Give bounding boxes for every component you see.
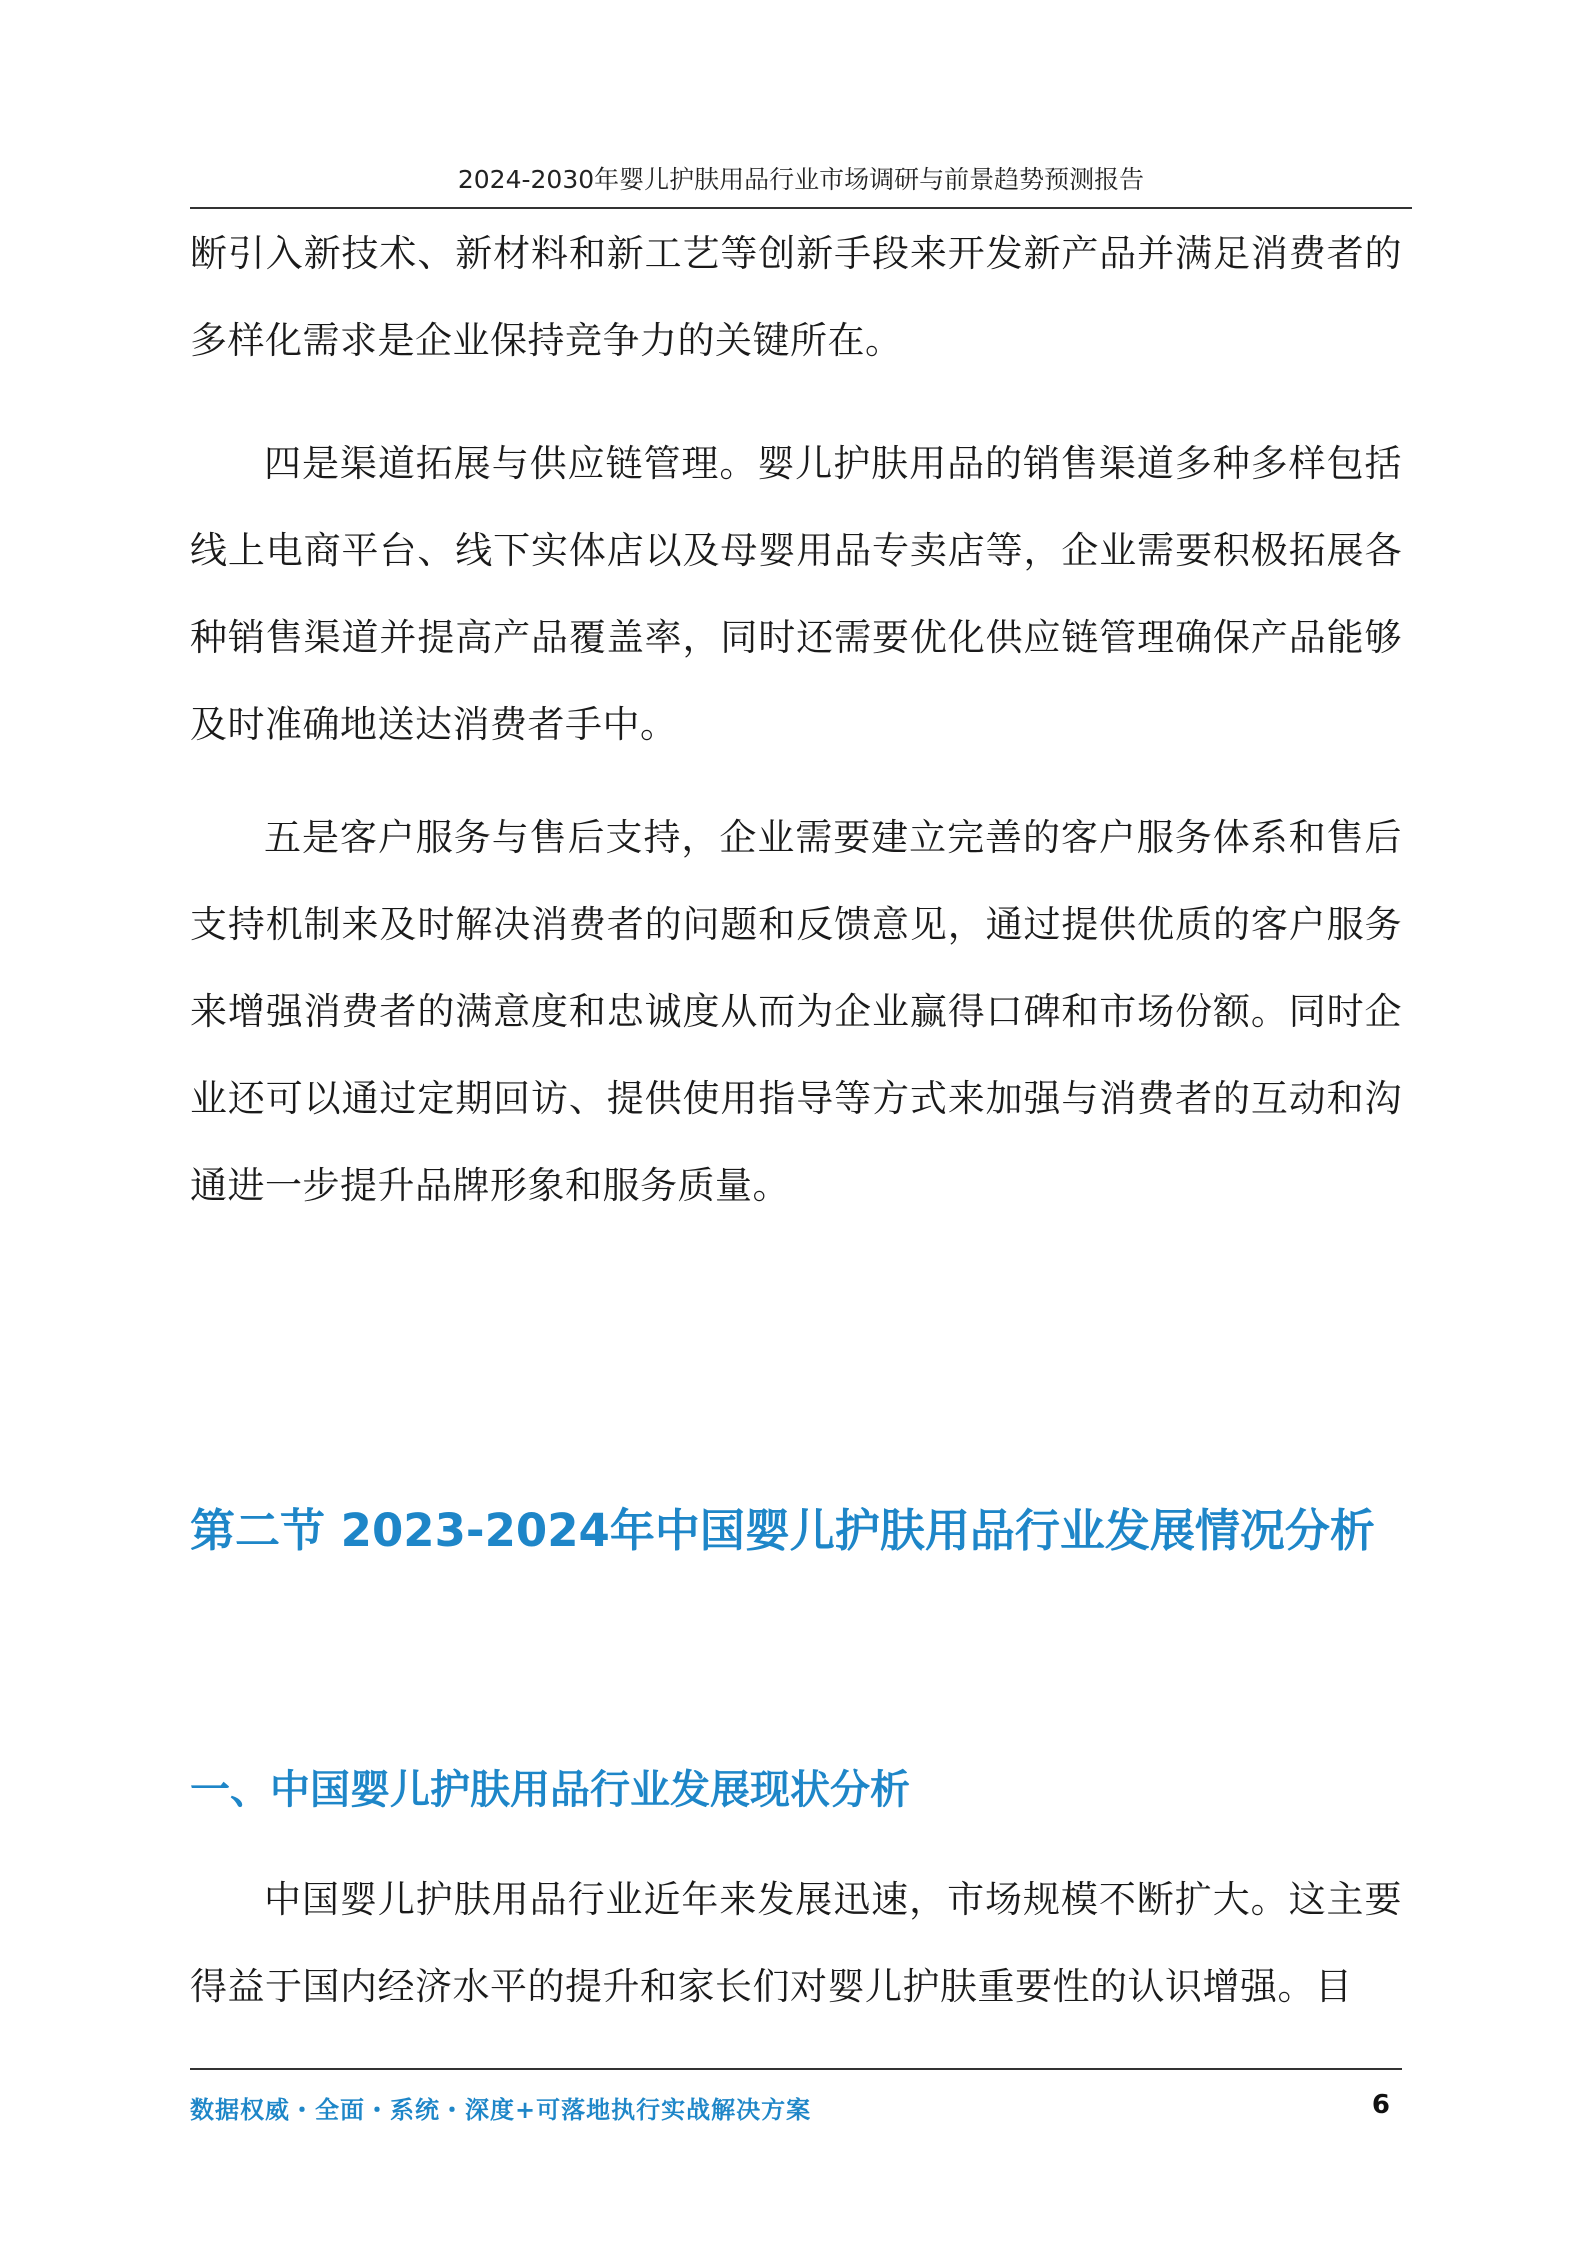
body-paragraph: 断引入新技术、新材料和新工艺等创新手段来开发新产品并满足消费者的多样化需求是企业保持竞争力的关键所在。 bbox=[190, 232, 1402, 362]
footer-divider bbox=[190, 2068, 1402, 2070]
subsection-heading: 一、中国婴儿护肤用品行业发展现状分析 bbox=[190, 1767, 910, 1813]
body-paragraph: 五是客户服务与售后支持，企业需要建立完善的客户服务体系和售后支持机制来及时解决消费者的问题和反馈意见，通过提供优质的客户服务来增强消费者的满意度和忠诚度从而为企业赢得口碑和市场份额。同时企业还可以通过定期回访、提供使用指导等方式来加强与消费者的互动和沟通进一步提升品牌形象和服务质量。 bbox=[190, 816, 1402, 1207]
page-number: 6 bbox=[1371, 2090, 1390, 2120]
running-header: 2024-2030年婴儿护肤用品行业市场调研与前景趋势预测报告 bbox=[457, 165, 1145, 194]
body-paragraph: 中国婴儿护肤用品行业近年来发展迅速，市场规模不断扩大。这主要得益于国内经济水平的提升和家长们对婴儿护肤重要性的认识增强。目 bbox=[190, 1878, 1402, 2008]
section-heading: 第二节 2023-2024年中国婴儿护肤用品行业发展情况分析 bbox=[190, 1504, 1375, 1557]
body-paragraph: 四是渠道拓展与供应链管理。婴儿护肤用品的销售渠道多种多样包括线上电商平台、线下实体店以及母婴用品专卖店等，企业需要积极拓展各种销售渠道并提高产品覆盖率，同时还需要优化供应链管理确保产品能够及时准确地送达消费者手中。 bbox=[190, 442, 1402, 746]
header-divider bbox=[190, 207, 1412, 209]
footer-slogan: 数据权威・全面・系统・深度+可落地执行实战解决方案 bbox=[190, 2095, 812, 2124]
